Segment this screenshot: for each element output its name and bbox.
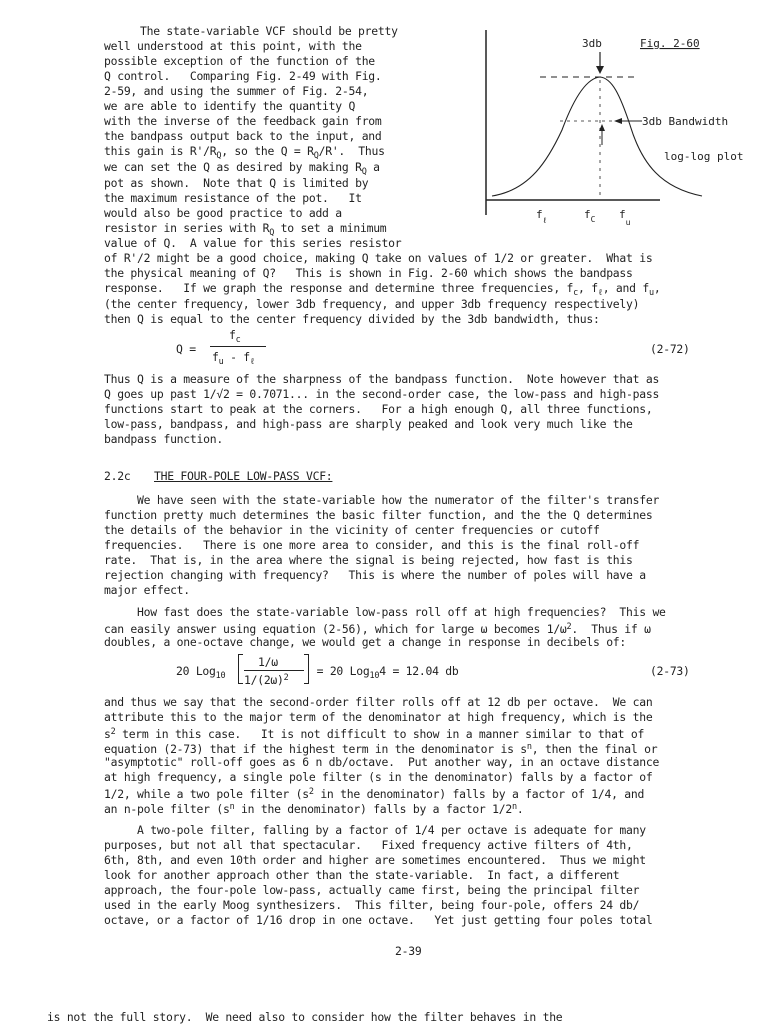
body-line: "asymptotic" roll-off goes as 6 n db/octave. Put another way, in an octave distance (104, 755, 660, 769)
resistor-line: resistor in series with $R_Q$ to set a minimum (104, 221, 387, 238)
intro-line: well understood at this point, with the (104, 39, 362, 53)
body-line: can easily answer using equation (2-56), which for large ω becomes $1/\omega^2$. Thus if ω (104, 622, 651, 636)
body-line: rejection changing with frequency? This is where the number of poles will have a (104, 568, 646, 582)
intro-line: would also be good practice to add a (104, 206, 342, 220)
intro-line: the maximum resistance of the pot. It (104, 191, 362, 205)
body-line: Q goes up past 1/√2 = 0.7071... in the second-order case, the low-pass and high-pass (104, 387, 660, 401)
eq73-right-bracket (304, 654, 309, 684)
bottom-line: is not the full story. We need also to consider how the filter behaves in the (47, 1010, 563, 1024)
body-line: approach, the four-pole low-pass, actually came first, being the principal filter (104, 883, 640, 897)
body-line: then Q is equal to the center frequency divided by the 3db bandwidth, thus: (104, 312, 600, 326)
body-line: an n-pole filter ($s^n$ in the denominator) falls by a factor 1/2$^n$. (104, 802, 524, 816)
body-line: 1/2, while a two pole filter ($s^2$ in the denominator) falls by a factor of 1/4, and (104, 787, 645, 801)
eq73-numerator: 1/ω (258, 655, 278, 669)
body-line: the physical meaning of Q? This is shown in Fig. 2-60 which shows the bandpass (104, 266, 633, 280)
body-line: We have seen with the state-variable how the numerator of the filter's transfer (104, 493, 660, 507)
intro-line: The state-variable VCF should be pretty (140, 24, 398, 38)
body-line: major effect. (104, 583, 190, 597)
body-line: octave, or a factor of 1/16 drop in one octave. Yet just getting four poles total (104, 913, 653, 927)
body-line: (the center frequency, lower 3db frequency, and upper 3db frequency respectively) (104, 297, 640, 311)
bandwidth-label: 3db Bandwidth (642, 115, 729, 128)
eq72-fraction-bar (210, 346, 266, 347)
fl-label: $f_\ell$ (536, 208, 548, 225)
intro-line: we are able to identify the quantity Q (104, 99, 356, 113)
body-line: rate. That is, in the area where the signal is being rejected, how fast is this (104, 553, 633, 567)
bandpass-curve (492, 77, 702, 196)
intro-line: with the inverse of the feedback gain from (104, 114, 382, 128)
eq73-denominator: $1/(2\omega)^2$ (244, 673, 289, 687)
body-line: How fast does the state-variable low-pass roll off at high frequencies? This we (104, 605, 666, 619)
intro-line: pot as shown. Note that Q is limited by (104, 176, 369, 190)
body-line: 6th, 8th, and even 10th order and higher are sometimes encountered. Thus we might (104, 853, 646, 867)
body-line: purposes, but not all that spectacular. Fixed frequency active filters of 4th, (104, 838, 633, 852)
body-line: the details of the behavior in the vicinity of center frequencies or cutoff (104, 523, 600, 537)
up-arrow-head (599, 124, 605, 131)
body-line: look for another approach other than the state-variable. In fact, a different (104, 868, 620, 882)
intro-line: the bandpass output back to the input, and (104, 129, 382, 143)
fu-label: $f_u$ (619, 208, 631, 227)
body-line: $s^2$ term in this case. It is not difficult to show in a manner similar to that of (104, 727, 645, 741)
eq72-number: (2-72) (650, 342, 690, 356)
response-line: response. If we graph the response and determine three frequencies, $f_c$, $f_\ell$, and $f_u$, (104, 281, 661, 298)
eq73-number: (2-73) (650, 664, 690, 678)
body-line: functions start to peak at the corners. For a high enough Q, all three functions, (104, 402, 653, 416)
section-number: 2.2c (104, 469, 131, 483)
body-line: used in the early Moog synthesizers. This filter, being four-pole, offers 24 db/ (104, 898, 640, 912)
bandwidth-arrow-head (614, 118, 622, 124)
value-line: value of Q. A value for this series resistor (104, 236, 402, 250)
eq73-right: = 20 Log$_{10}$4 = 12.04 db (310, 664, 459, 681)
eq73-left: 20 Log$_{10}$ (176, 664, 226, 681)
body-line: and thus we say that the second-order filter rolls off at 12 db per octave. We can (104, 695, 653, 709)
fig-label: Fig. 2-60 (640, 37, 700, 50)
body-line: doubles, a one-octave change, we would get a change in response in decibels of: (104, 635, 627, 649)
body-line: function pretty much determines the basic filter function, and the the Q determines (104, 508, 653, 522)
3db-label: 3db (582, 37, 602, 50)
body-line: A two-pole filter, falling by a factor of 1/4 per octave is adequate for many (104, 823, 646, 837)
section-title: THE FOUR-POLE LOW-PASS VCF: (154, 469, 333, 483)
gain-line: this gain is $R'/R_Q$, so the $Q = R_Q/R'$. Thus (104, 144, 385, 161)
body-line: equation (2-73) that if the highest term in the denominator is $s^n$, then the final or (104, 742, 658, 756)
body-line: at high frequency, a single pole filter (s in the denominator) falls by a factor of (104, 770, 653, 784)
fc-label: $f_C$ (584, 208, 596, 224)
intro-line: Q control. Comparing Fig. 2-49 with Fig. (104, 69, 382, 83)
page-number: 2-39 (395, 944, 422, 958)
body-line: Thus Q is a measure of the sharpness of the bandpass function. Note however that as (104, 372, 660, 386)
intro-line: 2-59, and using the summer of Fig. 2-54, (104, 84, 369, 98)
body-line: bandpass function. (104, 432, 223, 446)
body-line: frequencies. There is one more area to consider, and this is the final roll-off (104, 538, 640, 552)
body-line: of R'/2 might be a good choice, making Q take on values of 1/2 or greater. What is (104, 251, 653, 265)
eq73-left-bracket (238, 654, 243, 684)
eq72-numerator: $f_c$ (229, 328, 241, 345)
body-line: low-pass, bandpass, and high-pass are sharply peaked and look very much like the (104, 417, 633, 431)
eq72-denominator: $f_u - f_\ell$ (212, 350, 255, 367)
set-q-line: we can set the Q as desired by making $R_Q$ a (104, 160, 380, 177)
plot-type-label: log-log plot (664, 150, 744, 163)
eq72-lhs: Q = (176, 342, 196, 356)
intro-line: possible exception of the function of the (104, 54, 375, 68)
body-line: attribute this to the major term of the denominator at high frequency, which is the (104, 710, 653, 724)
3db-arrow-head (596, 66, 604, 74)
